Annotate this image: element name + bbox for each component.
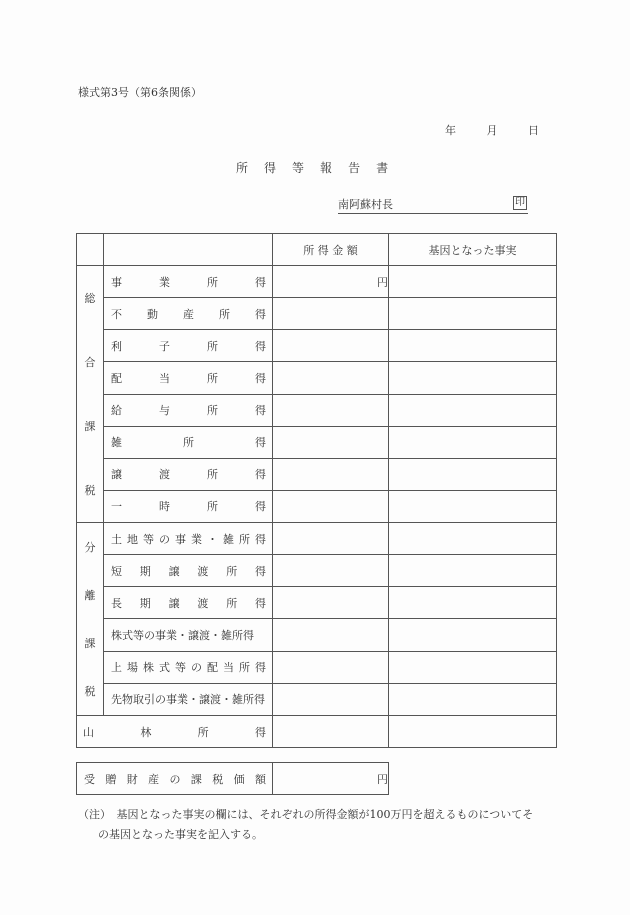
- income-type-label: 給 与 所 得: [104, 394, 273, 426]
- amount-field[interactable]: [273, 458, 389, 490]
- basis-field[interactable]: [389, 298, 557, 330]
- amount-field[interactable]: [273, 555, 389, 587]
- title-char: 所: [236, 161, 249, 175]
- basis-field[interactable]: [389, 266, 557, 298]
- amount-field[interactable]: [273, 490, 389, 522]
- title-char: 報: [320, 161, 333, 175]
- table-header-row: [77, 234, 557, 266]
- table-row: [77, 651, 557, 683]
- amount-field[interactable]: [273, 651, 389, 683]
- income-type-label: 上 場 株 式 等 の 配 当 所 得: [104, 651, 273, 683]
- income-type-label: 利 子 所 得: [104, 330, 273, 362]
- header-basis: 基因となった事実: [389, 234, 557, 266]
- header-amount: 所 得 金 額: [273, 234, 389, 266]
- income-type-label: 株式等の事業・譲渡・雑所得: [104, 619, 273, 651]
- table-row: [77, 587, 557, 619]
- income-type-label: 山 林 所 得: [77, 716, 273, 748]
- income-type-label: 短 期 譲 渡 所 得: [104, 555, 273, 587]
- form-number: 様式第3号（第6条関係）: [78, 86, 202, 99]
- amount-field[interactable]: [273, 426, 389, 458]
- table-row: [77, 523, 557, 555]
- table-row-forest: [77, 716, 557, 748]
- header-category: [77, 234, 104, 266]
- basis-field[interactable]: [389, 619, 557, 651]
- income-type-label: 長 期 譲 渡 所 得: [104, 587, 273, 619]
- amount-field[interactable]: [273, 716, 389, 748]
- amount-field[interactable]: [273, 362, 389, 394]
- day-field[interactable]: 日: [528, 124, 539, 137]
- header-item: [104, 234, 273, 266]
- basis-field[interactable]: [389, 716, 557, 748]
- amount-field[interactable]: [273, 619, 389, 651]
- basis-field[interactable]: [389, 330, 557, 362]
- month-field[interactable]: 月: [486, 124, 498, 137]
- seal-icon: 印: [515, 197, 525, 208]
- date-line: [445, 122, 539, 138]
- basis-field[interactable]: [389, 683, 557, 715]
- income-type-label: 雑 所 得: [104, 426, 273, 458]
- table-row: [77, 490, 557, 522]
- amount-field[interactable]: [273, 298, 389, 330]
- basis-field[interactable]: [389, 587, 557, 619]
- income-type-label: 譲 渡 所 得: [104, 458, 273, 490]
- title-char: 書: [376, 161, 389, 175]
- amount-field[interactable]: [273, 394, 389, 426]
- addressee-line: [338, 196, 528, 214]
- amount-field[interactable]: [273, 587, 389, 619]
- basis-field[interactable]: [389, 651, 557, 683]
- gift-amount-field[interactable]: 円: [273, 763, 389, 795]
- year-field[interactable]: 年: [445, 124, 456, 137]
- basis-field[interactable]: [389, 362, 557, 394]
- title-char: 得: [264, 161, 277, 175]
- basis-field[interactable]: [389, 490, 557, 522]
- addressee-name: 南阿蘇村長: [338, 198, 393, 211]
- footnote-line-2: の基因となった事実を記入する。: [98, 828, 263, 841]
- title-char: 告: [348, 161, 361, 175]
- income-type-label: 不 動 産 所 得: [104, 298, 273, 330]
- table-row: [77, 619, 557, 651]
- table-row: [77, 298, 557, 330]
- basis-field[interactable]: [389, 394, 557, 426]
- income-type-label: 先物取引の事業・譲渡・雑所得: [104, 683, 273, 715]
- income-type-label: 配 当 所 得: [104, 362, 273, 394]
- income-type-label: 土 地 等 の 事 業 ・ 雑 所 得: [104, 523, 273, 555]
- table-row: [77, 266, 557, 298]
- amount-field[interactable]: [273, 523, 389, 555]
- table-row: [77, 426, 557, 458]
- table-row: [77, 555, 557, 587]
- table-row: [77, 362, 557, 394]
- basis-field[interactable]: [389, 555, 557, 587]
- table-row: [77, 458, 557, 490]
- title-char: 等: [292, 161, 305, 175]
- basis-field[interactable]: [389, 523, 557, 555]
- document-title: [236, 159, 404, 176]
- category-cell: 総 合 課 税: [77, 266, 104, 523]
- footnote: [78, 805, 568, 845]
- gift-table: [76, 762, 389, 795]
- gift-label: 受 贈 財 産 の 課 税 価 額: [77, 763, 273, 795]
- amount-field[interactable]: 円: [273, 266, 389, 298]
- category-cell: 分 離 課 税: [77, 523, 104, 716]
- basis-field[interactable]: [389, 458, 557, 490]
- table-row: [77, 330, 557, 362]
- income-table: [76, 233, 557, 748]
- amount-field[interactable]: [273, 683, 389, 715]
- income-type-label: 事 業 所 得: [104, 266, 273, 298]
- footnote-line-1: （注） 基因となった事実の欄には、それぞれの所得金額が100万円を超えるものについてそ: [78, 808, 534, 821]
- income-type-label: 一 時 所 得: [104, 490, 273, 522]
- table-row: [77, 683, 557, 715]
- amount-field[interactable]: [273, 330, 389, 362]
- table-row: [77, 394, 557, 426]
- basis-field[interactable]: [389, 426, 557, 458]
- gift-row: [77, 763, 389, 795]
